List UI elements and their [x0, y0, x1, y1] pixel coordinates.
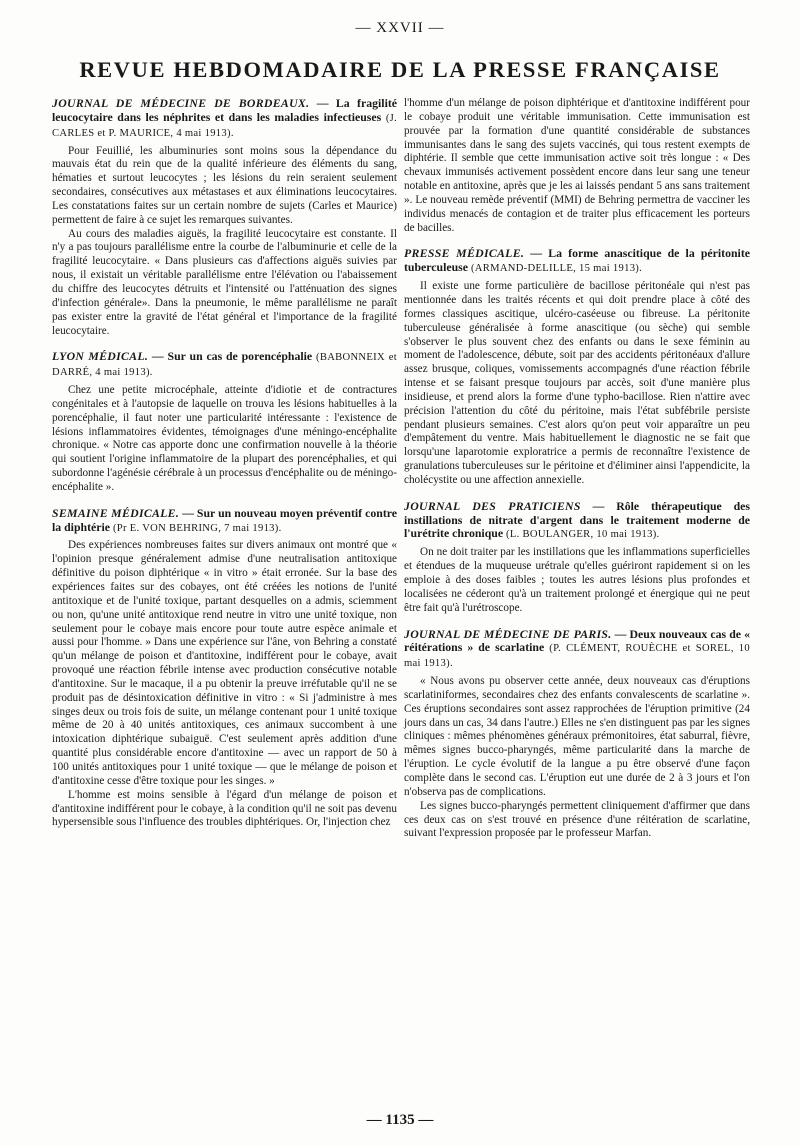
article-paragraph: Chez une petite microcéphale, atteinte d'idiotie et de contractures congénitales et à l'autopsie de laquelle on trouva les lésions habituelles à la porencéphalie, il faut noter une particularité intéressante : l'existence de lésions inflammatoires évidentes, témoignages d'une méningo-encéphalite chronique. « Notre cas apporte donc une confirmation nouvelle à la théorie qui soutient l'origine inflammatoire de la plupart des porencéphalies, et qui subordonne l'agénésie cérébrale à un processus d'encéphalite ou de méningo-encéphalite ». — [52, 384, 397, 493]
journal-name: SEMAINE MÉDICALE. — [52, 505, 180, 520]
article-paragraph: l'homme d'un mélange de poison diphtérique et d'antitoxine indifférent pour le cobaye produit une véritable immunisation. Cette immunisation est prouvée par la formation d'une quantité considérable de substances immunisantes dans le sang des sujets vaccinés, qui tous restent exempts de diphtérie. Il semble que cette immunisation active soit très longue : « Des chevaux immunisés activement possèdent encore dans leur sang une teneur notable en antitoxine, après que je les ai laissés pendant 5 ans sans traitement ». Le nouveau remède préventif (MMI) de Behring permettra de vacciner les individus menacés de contagion et de traiter plus efficacement les porteurs de bacilles. — [404, 97, 750, 234]
journal-name: JOURNAL DE MÉDECINE DE BORDEAUX. — [52, 96, 310, 110]
article-paragraph: Au cours des maladies aiguës, la fragilité leucocytaire est constante. Il n'y a pas toujours parallélisme entre la courbe de l'albuminurie et celle de la fragilité leucocytaire. « Dans plusieurs cas d'affections aiguës suivies par nous, il existait un véritable parallélisme entre l'élévation ou l'abaissement du chiffre des leucocytes détruits et l'intensité ou l'atténuation des signes d'infection générale». Dans la pneumonie, le même parallélisme ne paraît pas exister entre la gravité de l'état général et l'importance de la fragilité leucocytaire. — [52, 227, 397, 337]
article-heading — [404, 500, 750, 543]
article — [404, 247, 750, 487]
journal-name: JOURNAL DES PRATICIENS — [404, 498, 581, 513]
article-citation: (Pr E. VON BEHRING, 7 mai 1913). — [112, 522, 282, 534]
page-number: — 1135 — — [366, 1112, 434, 1128]
article-citation: (J. CARLES et P. MAURICE, 4 mai 1913). — [52, 112, 398, 139]
article-heading — [52, 507, 397, 536]
article-title: — Sur un nouveau moyen préventif contre la diphtérie — [52, 505, 398, 534]
article-title: — La forme anascitique de la péritonite tuberculeuse — [404, 246, 751, 275]
article — [404, 628, 750, 842]
article-title: — Deux nouveaux cas de « réitérations » de scarlatine — [404, 626, 751, 655]
roman-page-number: — XXVII — — [355, 20, 445, 36]
article-citation: (P. CLÉMENT, ROUÈCHE et SOREL, 10 mai 1913). — [404, 643, 750, 670]
article-heading — [404, 247, 750, 276]
article-title: — Rôle thérapeutique des instillations de nitrate d'argent dans le traitement moderne de l'urétrite chronique — [404, 498, 751, 541]
article-paragraph: « Nous avons pu observer cette année, deux nouveaux cas d'éruptions scarlatiniformes, secondaires chez des enfants convalescents de scarlatine ». Ces éruptions secondaires sont assez rapprochées de l'éruption primitive (24 jours dans un cas, 34 dans l'autre.) Elles ne s'en distinguent pas par les signes cliniques : mêmes phénomènes généraux prémonitoires, état saburral, fièvre, mêmes signes bucco-pharyngés, même particularité dans la marche de l'éruption. Le cycle évolutif de la langue a pu être observé d'une façon complète dans le second cas. L'éruption eut une durée de 2 à 3 jours et l'on n'observa pas de complications. — [404, 675, 750, 798]
article-paragraph: On ne doit traiter par les instillations que les inflammations superficielles et étendues de la muqueuse urétrale qu'elles guériront rapidement si on les emploie à des doses faibles ; toutes les autres lésions plus profondes et localisées ne céderont qu'à un traitement prolongé et énergique qui ne peut être fait qu'à l'urétroscope. — [404, 546, 750, 614]
article — [404, 97, 750, 235]
article-heading — [52, 97, 397, 141]
article-citation: (L. BOULANGER, 10 mai 1913). — [506, 529, 660, 541]
article-citation: (ARMAND-DELILLE, 15 mai 1913). — [470, 263, 643, 275]
article — [52, 507, 397, 830]
article-citation: (BABONNEIX et DARRÉ, 4 mai 1913). — [52, 352, 397, 379]
journal-name: LYON MÉDICAL. — [52, 349, 149, 364]
masthead-title: REVUE HEBDOMADAIRE DE LA PRESSE FRANÇAISE — [79, 57, 721, 82]
journal-name: PRESSE MÉDICALE. — [404, 246, 525, 261]
article-paragraph: Les signes bucco-pharyngés permettent cliniquement d'affirmer que dans ces deux cas on s'est trouvé en présence d'une réitération de scarlatine, suivant l'expression proposée par le professeur Marfan. — [404, 799, 750, 840]
article — [52, 350, 397, 494]
article-title: — Sur un cas de porencéphalie — [151, 349, 313, 364]
article-heading — [52, 350, 397, 380]
article-paragraph: Des expériences nombreuses faites sur divers animaux ont montré que « l'opinion presque généralement admise d'une neutralisation antitoxique définitive du poison diphtérique « in vitro » était erronée. Sur la base des expériences faites sur des cobayes, ont été créées les notions de l'unité antitoxique et de l'unité toxique, partant desquelles on a admis, sciemment ou non, qu'une unité antitoxique rend neutre in vitro une unité toxique, non seulement pour le cobaye mais encore pour toute autre espèce animale et aussi pour l'homme. » Dans une expérience sur l'âne, von Behring a constaté qu'un mélange de poison et d'antitoxine, indifférent pour le cobaye, avait provoqué une réaction fébrile intense avec production consécutive notable d'antitoxine. Sur le macaque, il a pu obtenir la preuve irréfutable qu'il ne se produit pas de désintoxication définitive in vitro : « Si j'administre à mes singes deux ou trois fois de suite, un mélange contenant pour 1 unité toxique même de 20 à 40 unités antitoxiques, ces animaux succombent à une intoxication diphtérique subaiguë. C'est seulement après addition d'une quantité plus considérable encore d'antitoxine — avec un rapport de 50 à 100 unités antitoxiques pour 1 unité toxique — que le mélange de poison et d'antitoxine cesse d'être toxique pour les singes. » — [52, 539, 397, 787]
article — [404, 500, 750, 616]
journal-name: JOURNAL DE MÉDECINE DE PARIS. — [404, 626, 612, 641]
article-heading — [404, 628, 750, 672]
article-paragraph: Il existe une forme particulière de bacillose péritonéale qui n'est pas mentionnée dans les traités récents et qui doit prendre place à côté des formes classiques ascitique, ulcéro-caséeuse ou fibreuse. La péritonite tuberculeuse généralisée à forme anascitique (ou sèche) qui semble s'observer le plus souvent chez des enfants ou dans le sexe féminin au moment de l'adolescence, débute, soit par des accidents péritonéaux d'allure assez brusque, coliques, vomissements accompagnés d'une réaction fébrile intense et se faisant presque toujours par accès, soit d'une manière plus insidieuse, et prend alors la forme d'une typho-bacillose. Rien n'attire avec précision l'attention du côté du péritoine, mais l'état subfébrile persiste pendant plusieurs semaines. C'est alors qu'on peut voir apparaître un peu d'empâtement du ventre. Mais habituellement le diagnostic ne se fait que lorsqu'une laparotomie exploratrice a permis de reconnaître l'existence de granulations tuberculeuses sur le péritoine et d'éliminer ainsi l'appendicite, la cholécystite ou une affection annexielle. — [404, 280, 750, 486]
article-paragraph: L'homme est moins sensible à l'égard d'un mélange de poison et d'antitoxine indifférent pour le cobaye, à la condition qu'il ne soit pas devenu hypersensible sous l'influence des troubles diphtériques. Or, l'injection chez — [52, 788, 397, 829]
article — [52, 97, 397, 338]
article-title: — La fragilité leucocytaire dans les néphrites et dans les maladies infectieuses — [52, 96, 398, 124]
right-column — [404, 97, 750, 853]
left-column — [52, 97, 397, 842]
article-paragraph: Pour Feuillié, les albuminuries sont moins sous la dépendance du mauvais état du rein que de la qualité inférieure des éléments du sang, hématies et surtout leucocytes ; les lésions du rein seraient seulement secondaires, consécutives aux métastases et aux éliminations leucocytaires. Les constatations faites sur un certain nombre de sujets (Carles et Maurice) permettent de faire à ce sujet les remarques suivantes. — [52, 144, 397, 226]
